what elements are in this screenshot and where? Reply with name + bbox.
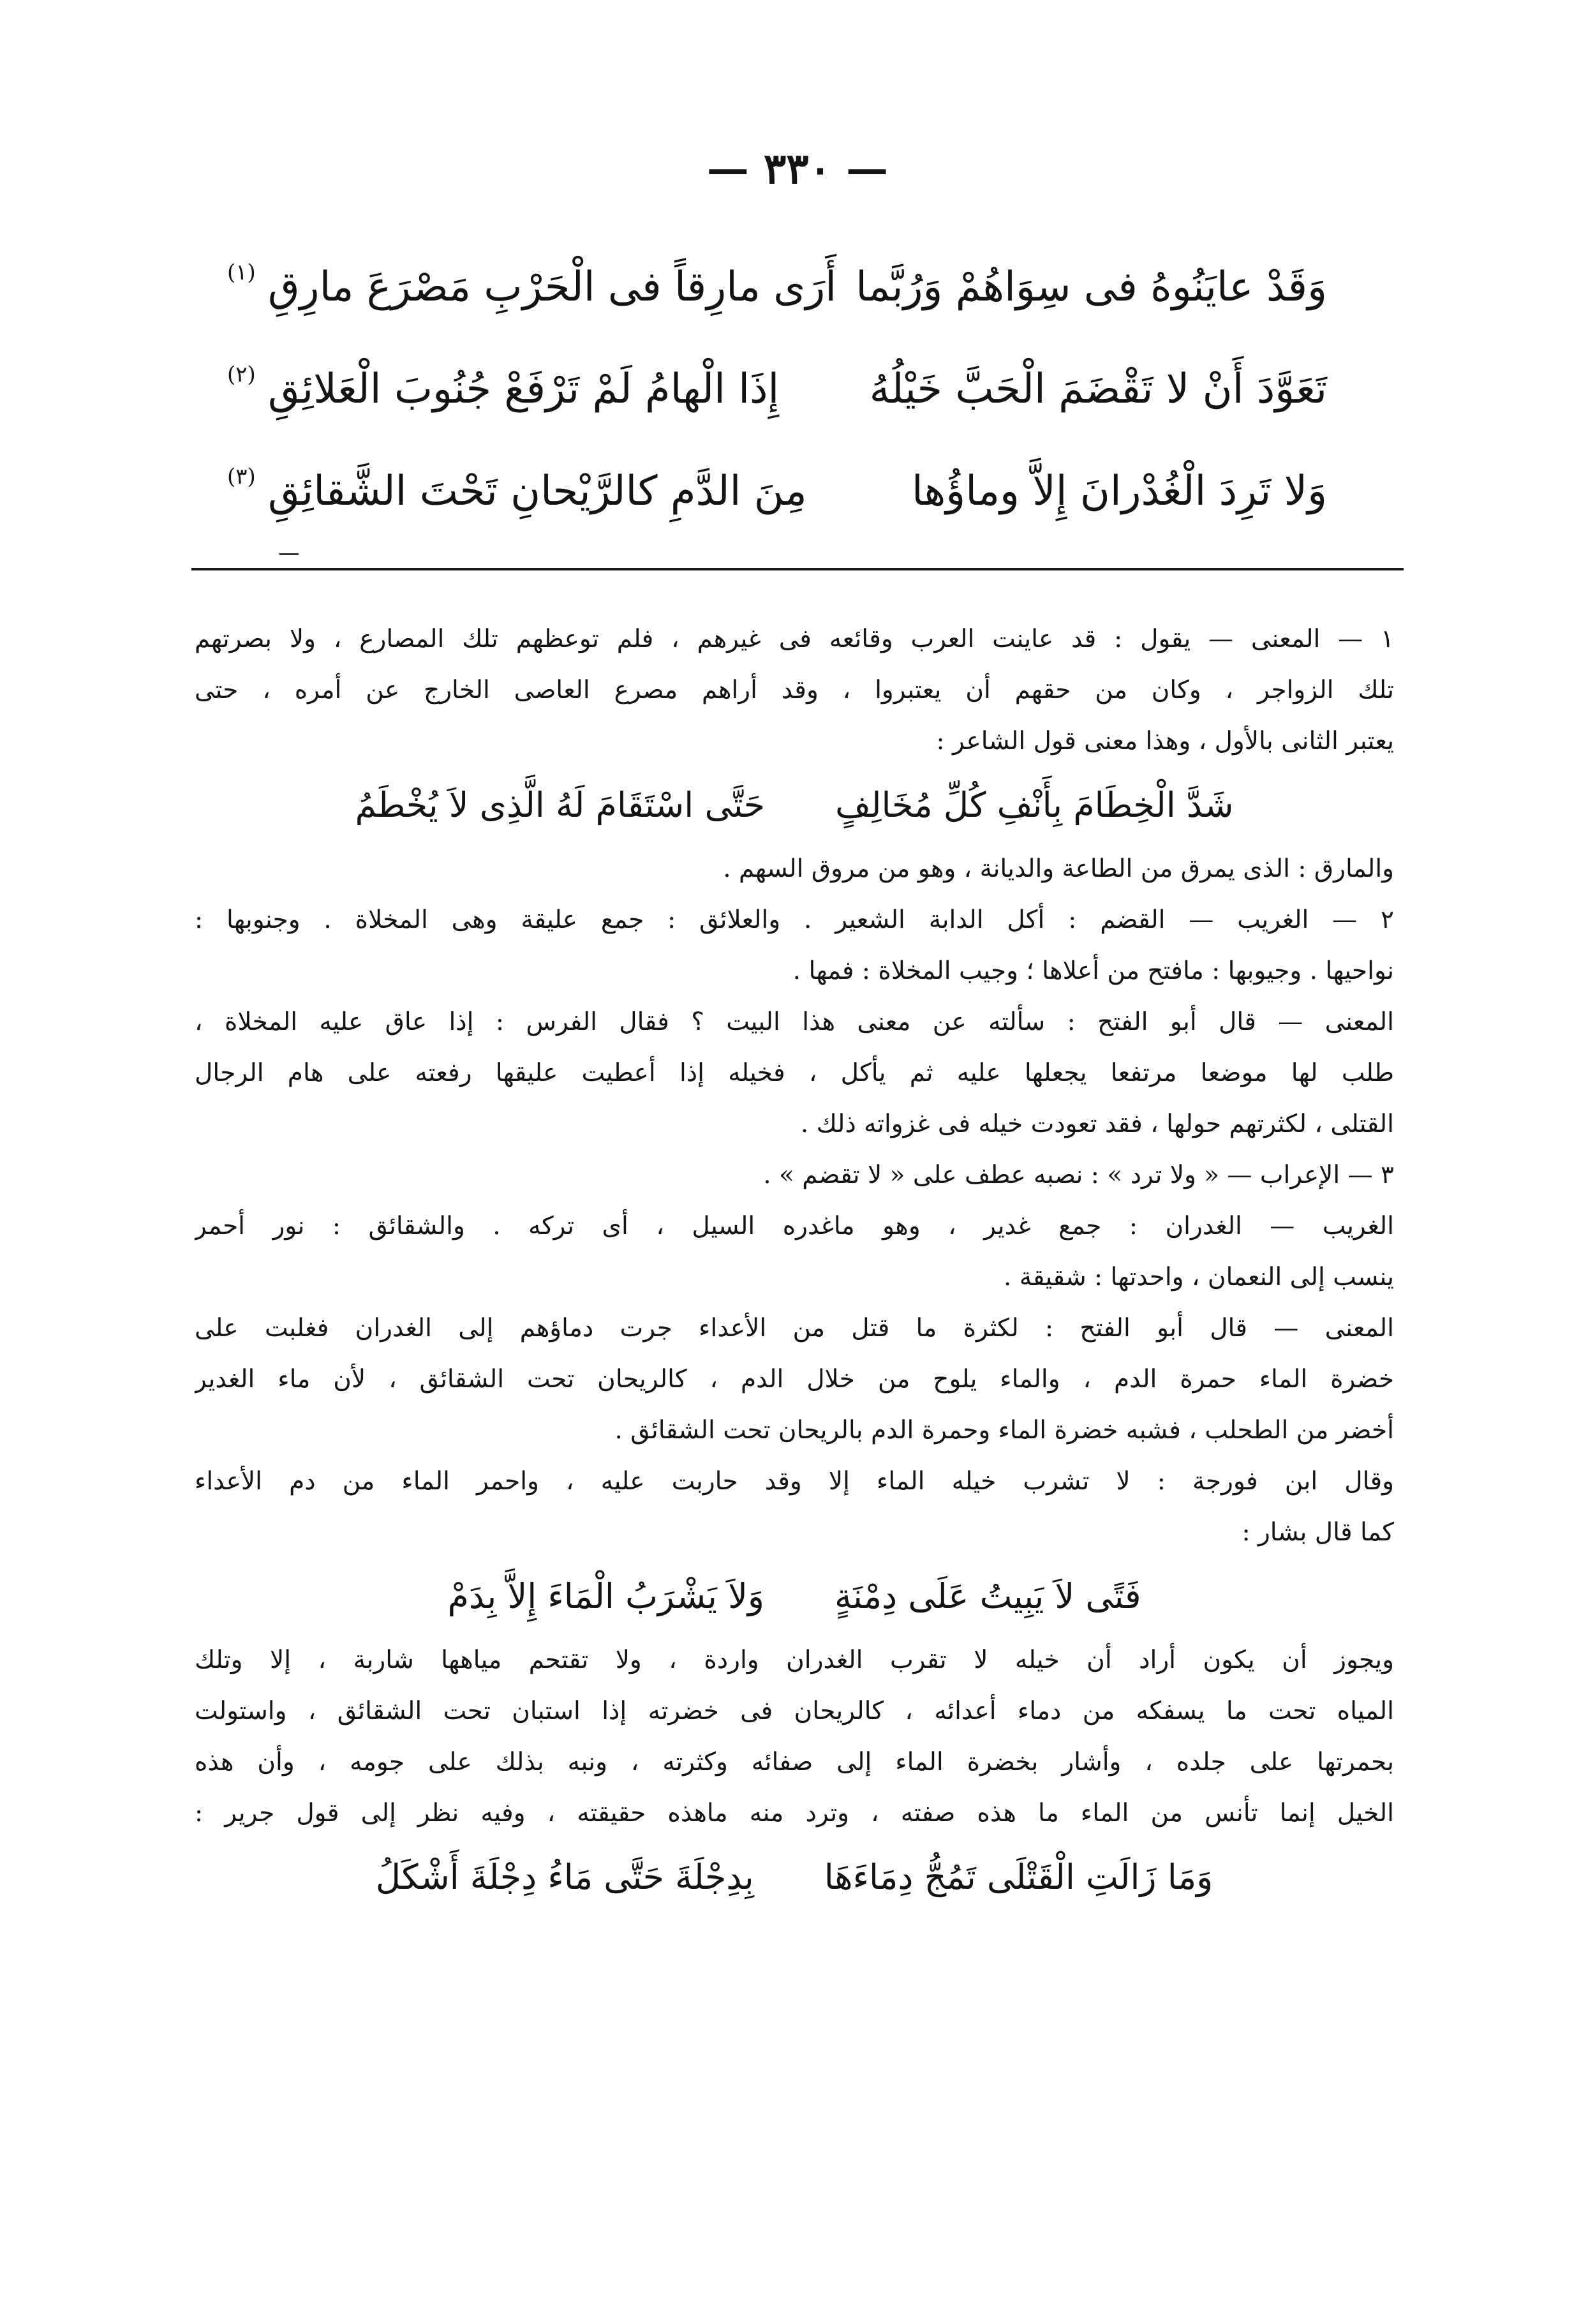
note-line: يعتبر الثانى بالأول ، وهذا معنى قول الشاعر : (936, 727, 1394, 756)
quoted-verse-second: بِدِجْلَةَ حَتَّى مَاءُ دِجْلَةَ أَشْكَلُ (375, 1857, 754, 1897)
note-line: وقال ابن فورجة : لا تشرب خيله الماء إلا وقد حاربت عليه ، واحمر الماء من دم الأعداء (195, 1467, 1394, 1496)
note-line: خضرة الماء حمرة الدم ، والماء يلوح من خلال الدم ، كالريحان تحت الشقائق ، لأن ماء الغدير (195, 1365, 1394, 1394)
verse-1-second-text: أَرَى مارِقاً فى الْحَرْبِ مَصْرَعَ مارِقِ (268, 264, 836, 311)
verse-1-second-hemistich (227, 260, 836, 311)
footnote-marker-2: (٢) (227, 362, 256, 387)
quoted-verse-first: شَدَّ الْخِطَامَ بِأَنْفِ كُلِّ مُخَالِفٍ (835, 785, 1234, 825)
poem-verse-1 (227, 236, 1327, 338)
note-line: ١ — المعنى — يقول : قد عاينت العرب وقائعه فى غيرهم ، فلم توعظهم تلك المصارع ، ولا بصرتهم (195, 625, 1394, 653)
footnote-marker-1: (١) (227, 260, 256, 285)
note-line: ٢ — الغريب — القضم : أكل الدابة الشعير . والعلائق : جمع عليقة وهى المخلاة . وجنوبها : (195, 905, 1394, 934)
note-line: القتلى ، لكثرتهم حولها ، فقد تعودت خيله فى غزواته ذلك . (800, 1110, 1394, 1138)
poem-verse-3 (227, 440, 1327, 542)
page-number: — ٣٣٠ — (706, 144, 889, 193)
quoted-verse-second: حَتَّى اسْتَقَامَ لَهُ الَّذِى لاَ يُخْطَمُ (355, 785, 766, 825)
note-line: المعنى — قال أبو الفتح : لكثرة ما قتل من الأعداء جرت دماؤهم إلى الغدران فغلبت على (195, 1314, 1394, 1343)
short-dash-mark (279, 553, 299, 555)
note-line: المعنى — قال أبو الفتح : سألته عن معنى هذا البيت ؟ فقال الفرس : إذا عاق عليه المخلاة ، (195, 1008, 1394, 1036)
quoted-verse (195, 1839, 1394, 1916)
note-line: نواحيها . وجيوبها : مافتح من أعلاها ؛ وجيب المخلاة : فمها . (792, 957, 1394, 985)
note-line: الغريب — الغدران : جمع غدير ، وهو ماغدره السيل ، أى تركه . والشقائق : نور أحمر (195, 1212, 1394, 1240)
verse-2-second-text: إِذَا الْهامُ لَمْ تَرْفَعْ جُنُوبَ الْعَلائِقِ (268, 366, 780, 413)
verse-3-second-text: مِنَ الدَّمِ كالرَّيْحانِ تَحْتَ الشَّقائِقِ (268, 468, 807, 515)
quoted-verse (195, 767, 1394, 844)
verse-1-first-hemistich: وَقَدْ عايَنُوهُ فى سِوَاهُمْ وَرُبَّما (856, 264, 1327, 311)
quoted-verse-first: وَمَا زَالَتِ الْقَتْلَى تَمُجُّ دِمَاءَهَا (824, 1857, 1213, 1897)
commentary (195, 614, 1394, 1916)
footnote-marker-3: (٣) (227, 464, 256, 489)
quoted-verse-second: وَلاَ يَشْرَبُ الْمَاءَ إِلاَّ بِدَمْ (447, 1576, 764, 1616)
note-line: بحمرتها على جلده ، وأشار بخضرة الماء إلى صفائه وكثرته ، ونبه بذلك على جومه ، وأن هذه (195, 1748, 1394, 1777)
footnote-divider (191, 568, 1404, 570)
note-line: ٣ — الإعراب — « ولا ترد » : نصبه عطف على « لا تقضم » . (763, 1161, 1394, 1189)
note-line: المياه تحت ما يسفكه من دماء أعدائه ، كالريحان فى خضرته إذا استبان تحت الشقائق ، واستولت (195, 1697, 1394, 1725)
note-line: الخيل إنما تأنس من الماء ما هذه صفته ، وترد منه ماهذه حقيقته ، وفيه نظر إلى قول جرير : (195, 1799, 1394, 1828)
note-line: ويجوز أن يكون أراد أن خيله لا تقرب الغدران واردة ، ولا تقتحم مياهها شاربة ، إلا وتلك (195, 1646, 1394, 1674)
quoted-verse (195, 1558, 1394, 1635)
verse-2-first-hemistich: تَعَوَّدَ أَنْ لا تَقْضَمَ الْحَبَّ خَيْلُهُ (869, 366, 1327, 413)
poem-block (227, 236, 1327, 542)
verse-3-first-hemistich: وَلا تَرِدَ الْغُدْرانَ إِلاَّ وماؤُها (912, 468, 1327, 515)
note-line: كما قال بشار : (1242, 1518, 1394, 1547)
quoted-verse-first: فَتًى لاَ يَبِيتُ عَلَى دِمْنَةٍ (834, 1576, 1141, 1616)
verse-3-second-hemistich (227, 464, 807, 515)
note-line: ينسب إلى النعمان ، واحدتها : شقيقة . (1004, 1263, 1394, 1292)
poem-verse-2 (227, 338, 1327, 440)
verse-2-second-hemistich (227, 362, 780, 413)
note-line: تلك الزواجر ، وكان من حقهم أن يعتبروا ، وقد أراهم مصرع العاصى الخارج عن أمره ، حتى (195, 676, 1394, 704)
note-line: أخضر من الطحلب ، فشبه خضرة الماء وحمرة الدم بالريحان تحت الشقائق . (614, 1416, 1394, 1445)
note-line: والمارق : الذى يمرق من الطاعة والديانة ، وهو من مروق السهم . (723, 854, 1394, 883)
note-line: طلب لها موضعا مرتفعا يجعلها عليه ثم يأكل ، فخيله إذا أعطيت عليقها رفعته على هام الرجال (195, 1059, 1394, 1087)
